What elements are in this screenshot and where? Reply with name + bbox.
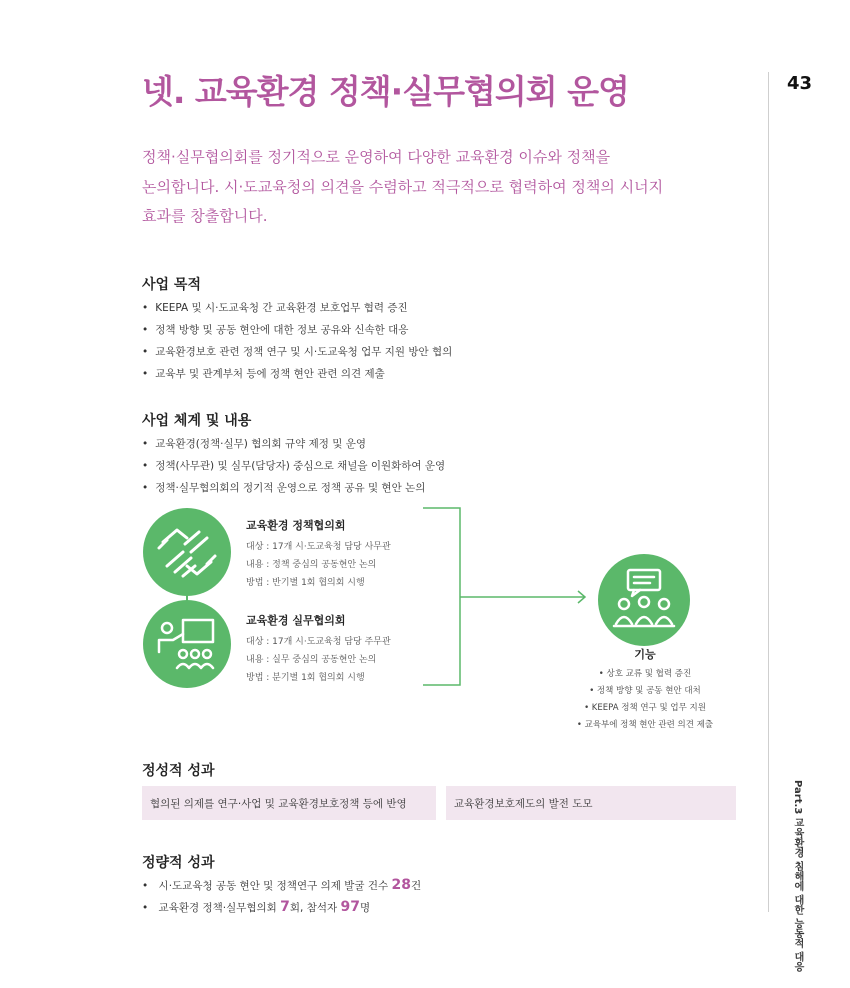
quantitative-text: 회, 참석자: [289, 902, 341, 914]
purpose-item: • 교육부 및 관계부처 등에 정책 현안 관련 의견 제출: [142, 366, 385, 381]
system-heading: 사업 체계 및 내용: [142, 413, 252, 429]
function-title: 기능: [634, 648, 656, 661]
page-number: 43: [787, 73, 813, 94]
practice-council-method: 방법 : 분기별 1회 협의회 시행: [246, 673, 365, 683]
attendee-count: 97: [340, 899, 360, 915]
qualitative-heading: 정성적 성과: [142, 763, 215, 779]
policy-council-method: 방법 : 반기별 1회 협의회 시행: [246, 578, 365, 588]
policy-council-title: 교육환경 정책협의회: [246, 519, 346, 532]
page-title: 넷. 교육환경 정책·실무협의회 운영: [142, 72, 629, 111]
quantitative-text: 시·도교육청 공동 현안 및 정책연구 의제 발굴 건수: [158, 880, 392, 892]
practice-council-target: 대상 : 17개 시·도교육청 담당 주무관: [246, 637, 391, 647]
quantitative-item-2: [142, 899, 370, 915]
function-item: • 정책 방향 및 공동 현안 대처: [589, 686, 701, 696]
function-item: • 상호 교류 및 협력 증진: [598, 669, 692, 679]
system-item: • 정책(사무관) 및 실무(담당자) 중심으로 채널을 이원화하여 운영: [142, 458, 445, 473]
quantitative-item-1: [142, 877, 421, 893]
intro-line-2: 논의합니다. 시·도교육청의 의견을 수렴하고 적극적으로 협력하여 정책의 시너지: [142, 178, 664, 196]
function-item: • KEEPA 정책 연구 및 업무 지원: [584, 703, 706, 713]
quantitative-heading: 정량적 성과: [142, 855, 215, 871]
unit: 건: [410, 880, 422, 892]
side-section-label: Part.3 교육환경 침해에 대한 능동적 대응: [792, 780, 803, 972]
practice-council-content: 내용 : 실무 중심의 공동현안 논의: [246, 655, 377, 665]
policy-council-content: 내용 : 정책 중심의 공동현안 논의: [246, 560, 377, 570]
issue-count: 28: [391, 877, 411, 893]
function-item: • 교육부에 정책 현안 관련 의견 제출: [576, 720, 714, 730]
purpose-item: • 교육환경보호 관련 정책 연구 및 시·도교육청 업무 지원 방안 협의: [142, 344, 452, 359]
intro-line-1: 정책·실무협의회를 정기적으로 운영하여 다양한 교육환경 이슈와 정책을: [142, 148, 611, 166]
teacher-presentation-icon: [143, 600, 231, 688]
system-item: • 교육환경(정책·실무) 협의회 규약 제정 및 운영: [142, 436, 366, 451]
system-item: • 정책·실무협의회의 정기적 운영으로 정책 공유 및 현안 논의: [142, 480, 425, 495]
meeting-discussion-icon: [598, 554, 690, 646]
purpose-item: • 정책 방향 및 공동 현안에 대한 정보 공유와 신속한 대응: [142, 322, 408, 337]
policy-council-target: 대상 : 17개 시·도교육청 담당 사무관: [246, 542, 391, 552]
handshake-icon: [143, 508, 231, 596]
practice-council-title: 교육환경 실무협의회: [246, 614, 346, 627]
intro-line-3: 효과를 창출합니다.: [142, 207, 268, 225]
purpose-item: • KEEPA 및 시·도교육청 간 교육환경 보호업무 협력 증진: [142, 300, 408, 315]
meeting-count: 7: [280, 899, 290, 915]
purpose-heading: 사업 목적: [142, 277, 201, 293]
qualitative-box: 교육환경보호제도의 발전 도모: [446, 786, 736, 820]
unit: 명: [359, 902, 371, 914]
qualitative-box: 협의된 의제를 연구·사업 및 교육환경보호정책 등에 반영: [142, 786, 436, 820]
side-divider: [768, 72, 769, 912]
quantitative-text: 교육환경 정책·실무협의회: [158, 902, 281, 914]
